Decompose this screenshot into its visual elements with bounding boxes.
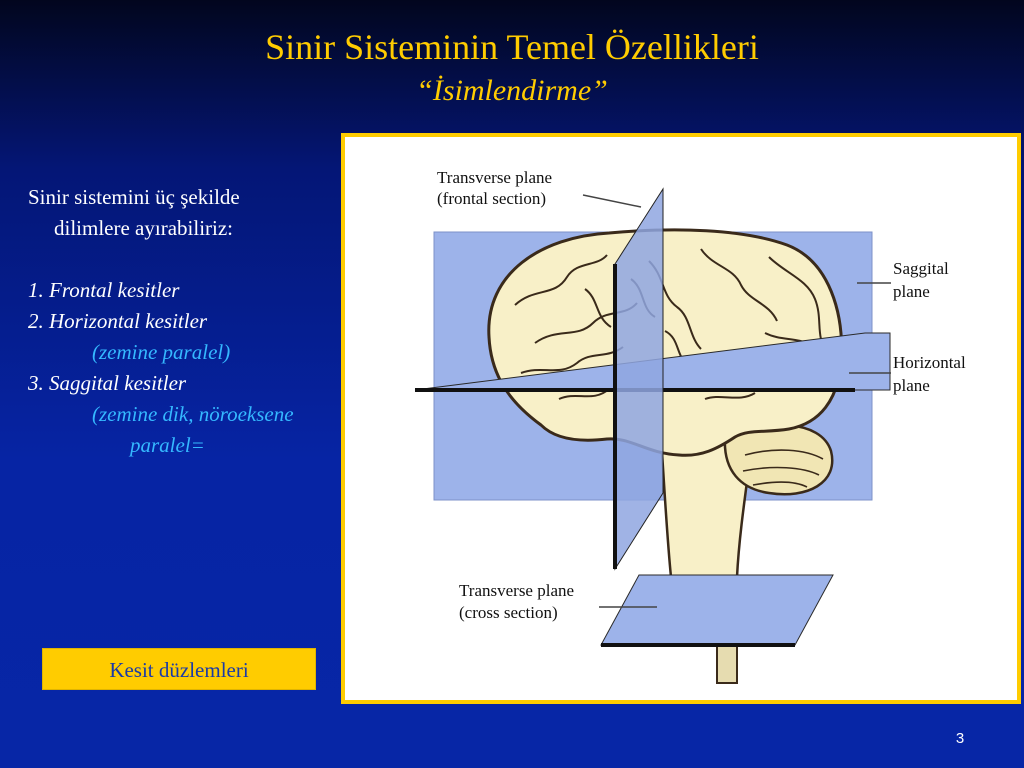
spacer [28, 244, 348, 275]
label-horizontal-1: Horizontal [893, 353, 966, 372]
leader-frontal [583, 195, 641, 207]
slide-title: Sinir Sisteminin Temel Özellikleri [265, 27, 759, 67]
label-transverse-frontal-2: (frontal section) [437, 189, 547, 208]
brain-illustration [345, 137, 1017, 700]
label-transverse-frontal-1: Transverse plane [437, 168, 553, 187]
body-text [28, 182, 348, 461]
list-item-horizontal-note: (zemine paralel) [92, 340, 231, 364]
cross-section-plane [601, 575, 833, 645]
label-transverse-cross-1: Transverse plane [459, 581, 575, 600]
list-item-frontal: 1. Frontal kesitler [28, 278, 180, 302]
intro-line-2: dilimlere ayırabiliriz: [54, 216, 234, 240]
caption-box: Kesit düzlemleri [42, 648, 316, 690]
brain-planes-figure [341, 133, 1021, 704]
label-saggital-2: plane [893, 282, 930, 301]
label-transverse-cross-2: (cross section) [459, 603, 558, 622]
list-item-saggital: 3. Saggital kesitler [28, 371, 187, 395]
spinal-cord-stub [717, 645, 737, 683]
slide-number: 3 [955, 730, 965, 747]
intro-line-1: Sinir sistemini üç şekilde [28, 185, 240, 209]
list-item-saggital-note-1: (zemine dik, nöroeksene [92, 402, 294, 426]
label-horizontal-2: plane [893, 376, 930, 395]
list-item-saggital-note-2: paralel= [130, 433, 205, 457]
slide-subtitle: “İsimlendirme” [416, 74, 608, 107]
label-saggital-1: Saggital [893, 259, 949, 278]
list-item-horizontal: 2. Horizontal kesitler [28, 309, 208, 333]
